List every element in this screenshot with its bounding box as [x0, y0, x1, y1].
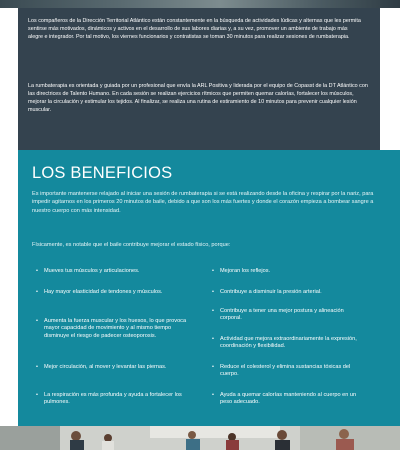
bullet-icon: • [36, 268, 38, 274]
bullet-icon: • [212, 308, 214, 314]
list-item-text: Mueves tus músculos y articulaciones. [44, 268, 140, 274]
dance-session-photo [0, 426, 400, 450]
list-item-text: Actividad que mejora extraordinariamente la expresión, coordinación y flexibilidad. [220, 336, 357, 350]
bullet-icon: • [36, 364, 38, 370]
bullet-icon: • [36, 289, 38, 295]
bullet-icon: • [36, 318, 38, 324]
top-photo-strip [0, 0, 400, 8]
bullet-icon: • [212, 364, 214, 370]
list-item-text: Contribuye a tener una mejor postura y alineación corporal. [220, 308, 344, 322]
benefits-paragraph-2: Físicamente, es notable que el baile contribuye mejorar el estado físico, porque: [32, 242, 231, 248]
bullet-icon: • [212, 289, 214, 295]
list-item-text: Reduce el colesterol y elimina sustancias tóxicas del cuerpo. [220, 364, 351, 378]
benefits-title: LOS BENEFICIOS [32, 164, 173, 182]
bullet-icon: • [212, 268, 214, 274]
list-item-text: Contribuye a disminuir la presión arterial. [220, 289, 322, 295]
benefits-paragraph-1: Es importante mantenerse relajado al iniciar una sesión de rumbaterapia si se está realizando desde la oficina y respirar por la nariz, para impedir agitarnos en los primeros 20 minutos de baile, debido a que son los más fuertes y donde el corazón empieza a bombear sangre a nuestro cuerpo con más intensidad. [32, 191, 374, 214]
benefits-section [18, 150, 400, 426]
list-item-text: Aumenta la fuerza muscular y los huesos, lo que provoca mayor capacidad de movimiento y al mismo tiempo disminuye el riesgo de padecer osteoporosis. [44, 318, 187, 339]
list-item-text: La respiración es más profunda y ayuda a fortalecer los pulmones. [44, 392, 182, 406]
intro-paragraph-1: Los compañeros de la Dirección Territorial Atlántico están constantemente en la búsqueda de actividades lúdicas y alternas que les permita sentirse más motivados, dinámicos y activos en el desarrollo de sus labores diarias y, a su vez, promover un ambiente de trabajo más alegre e integrador. Por tal motivo, los viernes funcionarios y contratistas se toman 30 minutos para realizar sesiones de rumbaterapia. [28, 18, 361, 41]
intro-box [18, 8, 380, 150]
list-item-text: Mejor circulación, al mover y levantar las piernas. [44, 364, 167, 370]
list-item-text: Mejoran los reflejos. [220, 268, 271, 274]
list-item-text: Ayuda a quemar calorías manteniendo al cuerpo en un peso adecuado. [220, 392, 357, 406]
bullet-icon: • [212, 336, 214, 342]
list-item-text: Hay mayor elasticidad de tendones y músculos. [44, 289, 163, 295]
bottom-photo [0, 426, 400, 450]
bullet-icon: • [212, 392, 214, 398]
intro-paragraph-2: La rumbaterapia es orientada y guiada por un profesional que envía la ARL Positiva y liderada por el equipo de Copasst de la DT Atlántico con las directrices de Talento Humano. En cada sesión se realizan ejercicios rítmicos que permiten quemar calorías, fortalecer los músculos, mejorar la circulación y estimular los tejidos. Al finalizar, se realiza una rutina de estiramiento de 10 minutos para prevenir cualquier lesión muscular. [28, 83, 368, 114]
bullet-icon: • [36, 392, 38, 398]
